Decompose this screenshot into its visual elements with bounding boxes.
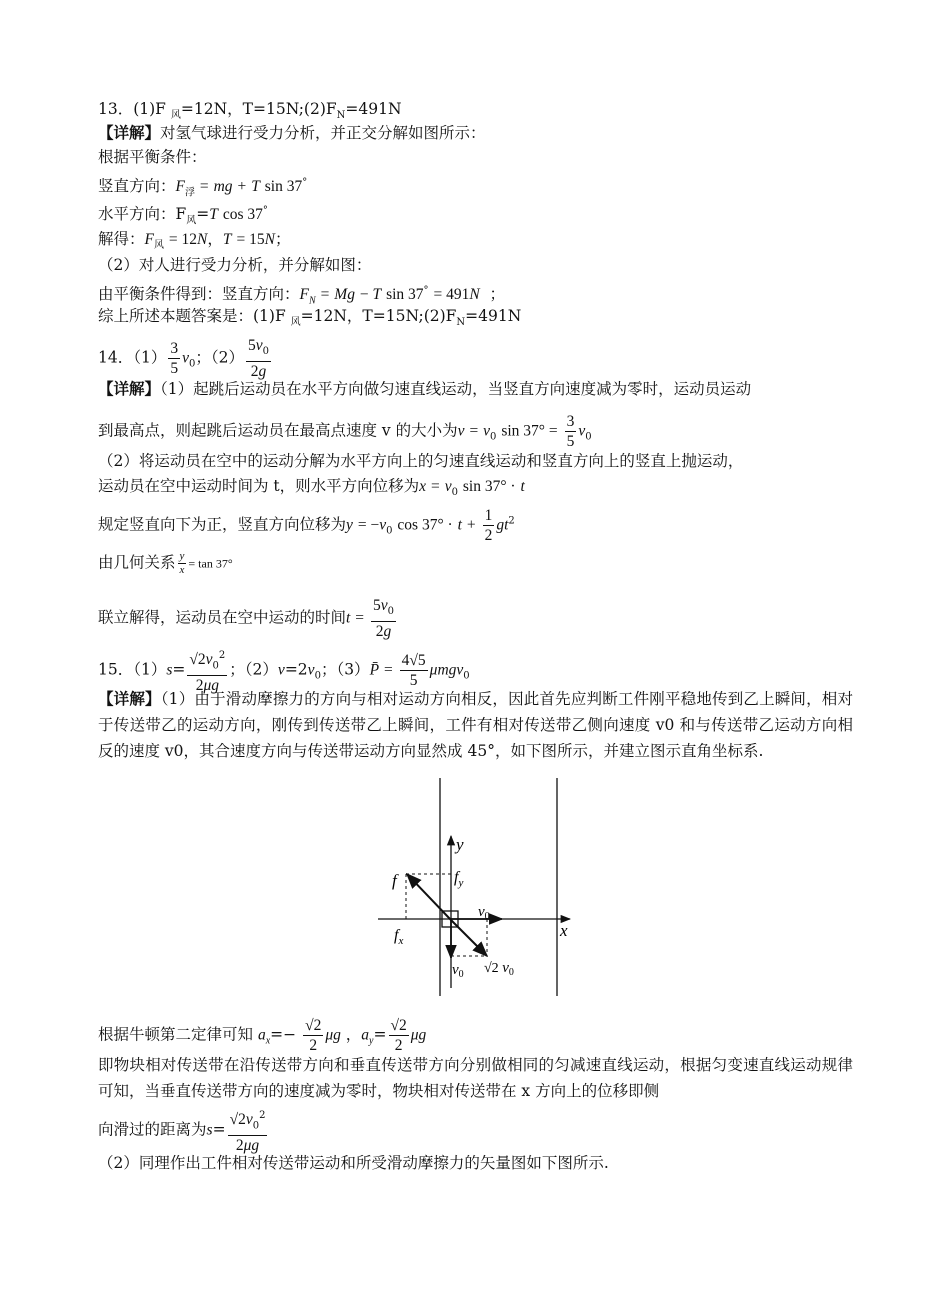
q14-p4: 由几何关系 $\frac{y}{x}$ = tan 37°: [98, 550, 233, 576]
q14-p1a: 【详解】（1）起跳后运动员在水平方向做匀速直线运动，当竖直方向速度减为零时，运动员运动: [98, 379, 752, 398]
velocity-vector-diagram: [370, 778, 590, 998]
q13-horizontal: 水平方向：$F_风=T$ cos 37°: [98, 205, 268, 227]
label-x: x: [560, 921, 568, 940]
q13-part2: （2）对人进行受力分析，并分解如图：: [98, 256, 372, 274]
detail-label: 【详解】: [98, 123, 161, 142]
q15-p2: 根据牛顿第二定律可知 $a_x=-$ $\frac{√2}{2}$ μg ，$a_y=$ $\frac{√2}{2}$ μg: [98, 1017, 427, 1054]
q14-p5: 联立解得，运动员在空中运动的时间t = $\frac{5v_0}{2g}$: [98, 597, 394, 641]
q14-answer: 14．（1） $\frac{3}{5}$ $v_0$；（2） $\frac{5v_0}{2g}$: [98, 337, 269, 381]
q13-answer: 13．(1)F $_风$=12N，$T=15N;(2)F_N=491N$: [98, 100, 402, 122]
label-v0-right: $v_0$: [478, 904, 490, 922]
q13-part2-eq: 由平衡条件得到：竖直方向：$F_N = Mg - T$ sin 37° = 491N ；: [98, 285, 506, 307]
label-fx: $f_x$: [394, 927, 404, 947]
q15-p3-end: 向滑过的距离为s= $\frac{√2v_0^2}{2\mu g}$: [98, 1106, 269, 1155]
q13-vertical: 竖直方向：$F_浮$ = mg + T sin 37°: [98, 177, 308, 199]
q14-p2a: （2）将运动员在空中的运动分解为水平方向上的匀速直线运动和竖直方向上的竖直上抛运动，: [98, 452, 744, 470]
label-v0-down: $v_0$: [452, 962, 464, 980]
q13-balance: 根据平衡条件：: [98, 148, 207, 166]
label-fy: $f_y$: [454, 869, 464, 889]
q15-p1: 【详解】（1）由于滑动摩擦力的方向与相对运动方向相反，因此首先应判断工件刚平稳地传到乙上瞬间，相对于传送带乙的运动方向，刚传到传送带乙上瞬间，工件有相对传送带乙侧向速度 v0 和与传送带乙运动方向相反的速度 v0，其合速度方向与传送带运动方向显然成 45°，如下图所示，并建立图示直角坐标系.: [98, 689, 853, 760]
q14-p1b: 到最高点，则起跳后运动员在最高点速度 v 的大小为$v = v_0$ sin 37° = $\frac{3}{5}$ $v_0$: [98, 413, 592, 450]
q15-p3: 即物块相对传送带在沿传送带方向和垂直传送带方向分别做相同的匀减速直线运动，根据匀变速直线运动规律可知，当垂直传送带方向的速度减为零时，物块相对传送带在 x 方向上的位移即侧: [98, 1056, 853, 1100]
relative-velocity-vector: [450, 919, 487, 956]
q13-summary: 综上所述本题答案是：(1)F $_风$=12N，$T=15N;(2)F_N=491N$: [98, 307, 522, 329]
q14-p3: 规定竖直向下为正，竖直方向位移为$y = -v_0$ cos 37° · t + $\frac{1}{2}$ $gt^2$: [98, 507, 515, 544]
label-sqrt2-v0: √2 $v_0$: [484, 960, 514, 978]
q15-answer: 15．（1）s= $\frac{√2v_0^2}{2\mu g}$ ；$(2)v=2v_0$；（3）P̄ = $\frac{4√5}{5}$ μmgv$_0$: [98, 646, 470, 695]
friction-vector: [407, 874, 450, 919]
q13-solve: 解得：$F_风 = 12N$，T = 15N；: [98, 230, 291, 252]
label-y: y: [456, 835, 464, 854]
label-f: f: [392, 871, 397, 890]
q13-detail: 【详解】对氢气球进行受力分析，并正交分解如图所示：: [98, 123, 486, 142]
q15-p4: （2）同理作出工件相对传送带运动和所受滑动摩擦力的矢量图如下图所示.: [98, 1154, 609, 1172]
q14-p2b: 运动员在空中运动时间为 t，则水平方向位移为$x = v_0$ sin 37° · t: [98, 477, 525, 499]
